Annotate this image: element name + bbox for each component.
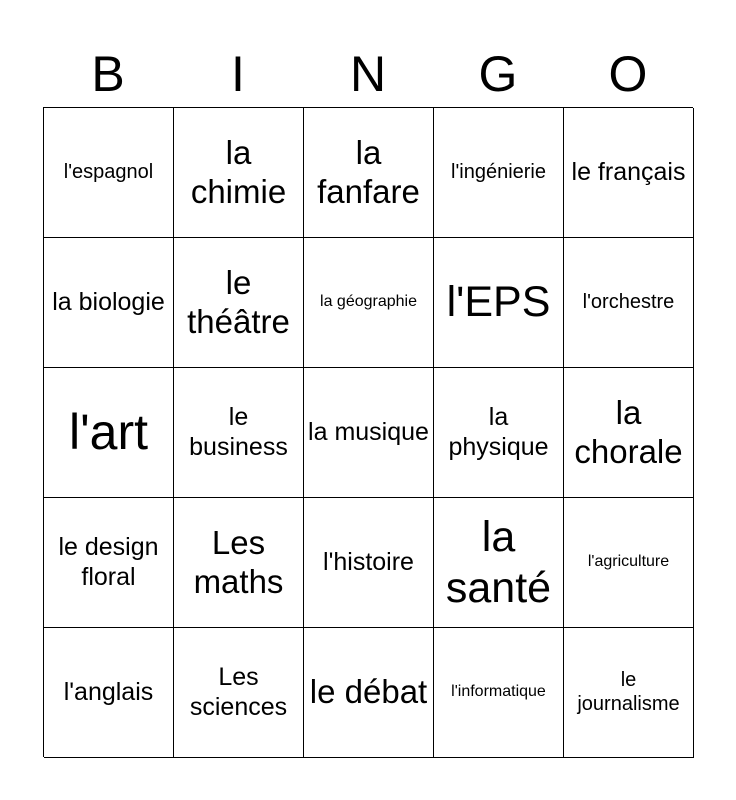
bingo-cell[interactable]: la géographie bbox=[304, 238, 434, 368]
header-letter-b: B bbox=[91, 46, 125, 102]
bingo-cell[interactable]: Les sciences bbox=[174, 628, 304, 758]
bingo-cell[interactable]: le business bbox=[174, 368, 304, 498]
bingo-cell[interactable]: Les maths bbox=[174, 498, 304, 628]
bingo-cell[interactable]: l'histoire bbox=[304, 498, 434, 628]
bingo-cell[interactable]: l'informatique bbox=[434, 628, 564, 758]
bingo-cell[interactable]: la physique bbox=[434, 368, 564, 498]
bingo-cell[interactable]: le français bbox=[564, 108, 694, 238]
header-letter-i: I bbox=[231, 46, 245, 102]
bingo-cell[interactable]: l'anglais bbox=[44, 628, 174, 758]
header-letter-o: O bbox=[608, 46, 648, 102]
bingo-cell[interactable]: le design floral bbox=[44, 498, 174, 628]
bingo-cell[interactable]: la biologie bbox=[44, 238, 174, 368]
bingo-cell[interactable]: l'orchestre bbox=[564, 238, 694, 368]
bingo-cell[interactable]: la musique bbox=[304, 368, 434, 498]
bingo-cell[interactable]: l'ingénierie bbox=[434, 108, 564, 238]
bingo-cell[interactable]: l'EPS bbox=[434, 238, 564, 368]
bingo-cell[interactable]: l'espagnol bbox=[44, 108, 174, 238]
bingo-cell[interactable]: la chorale bbox=[564, 368, 694, 498]
header-letter-n: N bbox=[349, 46, 387, 102]
header-letter-g: G bbox=[478, 46, 518, 102]
bingo-cell[interactable]: l'agriculture bbox=[564, 498, 694, 628]
bingo-cell[interactable]: la santé bbox=[434, 498, 564, 628]
bingo-card bbox=[43, 107, 693, 757]
bingo-header bbox=[43, 40, 693, 108]
bingo-cell[interactable]: le journalisme bbox=[564, 628, 694, 758]
bingo-cell[interactable]: le théâtre bbox=[174, 238, 304, 368]
bingo-cell[interactable]: l'art bbox=[44, 368, 174, 498]
bingo-cell[interactable]: la fanfare bbox=[304, 108, 434, 238]
bingo-cell[interactable]: la chimie bbox=[174, 108, 304, 238]
bingo-cell[interactable]: le débat bbox=[304, 628, 434, 758]
